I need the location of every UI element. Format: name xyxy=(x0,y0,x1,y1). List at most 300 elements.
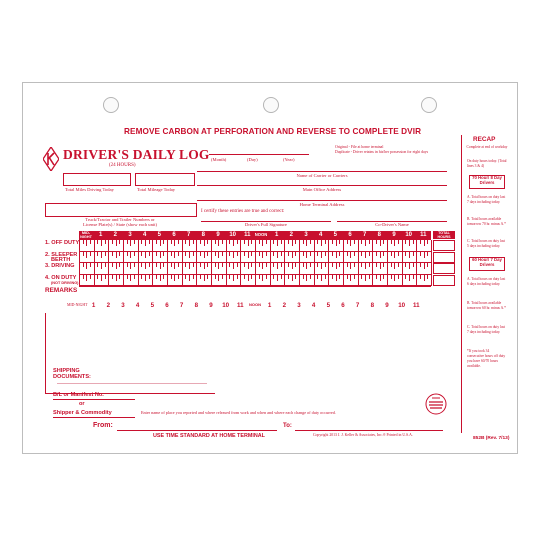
grid-tick xyxy=(325,240,326,244)
log-form-page xyxy=(22,82,518,454)
bl-line[interactable] xyxy=(53,399,135,400)
grid-tick xyxy=(380,275,381,281)
grid-tick xyxy=(116,240,117,246)
grid-tick xyxy=(207,275,208,279)
grid-tick xyxy=(332,252,333,256)
grid-tick xyxy=(156,252,157,256)
grid-tick xyxy=(281,275,282,279)
grid-tick xyxy=(266,275,267,279)
grid-tick xyxy=(105,240,106,244)
recap-divider xyxy=(461,135,462,433)
carrier-label: Name of Carrier or Carriers xyxy=(296,173,348,178)
home-terminal-label: Home Terminal Address xyxy=(299,202,345,207)
grid-tick xyxy=(427,240,428,244)
recap-note: C. Total hours on duty last 5 days including today. xyxy=(467,239,506,248)
grid-tick xyxy=(273,275,274,279)
grid-tick xyxy=(310,263,311,267)
hour-footer xyxy=(79,302,431,310)
grid-tick xyxy=(354,263,355,267)
grid-tick xyxy=(424,263,425,269)
grid-tick xyxy=(178,275,179,279)
grid-tick xyxy=(204,275,205,281)
grid-tick xyxy=(350,275,351,281)
grid-tick xyxy=(391,263,392,267)
grid-tick xyxy=(237,263,238,267)
grid-tick xyxy=(277,275,278,281)
grid-tick xyxy=(222,263,223,267)
grid-tick xyxy=(398,275,399,279)
grid-tick xyxy=(134,275,135,279)
grid-tick xyxy=(398,252,399,256)
recap-panel xyxy=(461,135,511,435)
grid-tick xyxy=(97,252,98,256)
grid-tick xyxy=(193,263,194,267)
hour-label: 8 xyxy=(377,232,381,238)
hour-footer-label: 4 xyxy=(311,302,316,309)
grid-tick xyxy=(303,252,304,256)
grid-tick xyxy=(189,275,190,281)
hour-footer-label: 8 xyxy=(194,302,199,309)
grid-tick xyxy=(365,263,366,269)
company-seal-icon xyxy=(425,393,447,415)
grid-tick xyxy=(281,252,282,256)
grid-tick xyxy=(409,263,410,269)
grid-tick xyxy=(369,263,370,267)
to-label: To: xyxy=(283,423,292,429)
grid-tick xyxy=(218,240,219,246)
grid-tick xyxy=(237,240,238,244)
grid-tick xyxy=(200,275,201,279)
grid-tick xyxy=(218,275,219,281)
grid-tick xyxy=(347,263,348,267)
grid-tick xyxy=(163,240,164,244)
grid-tick xyxy=(376,252,377,256)
grid-tick xyxy=(409,252,410,258)
recap-note: *If you took 34 consecutive hours off duty you have 60/70 hours available. xyxy=(467,349,506,368)
hour-label: 9 xyxy=(392,232,396,238)
hour-label: 5 xyxy=(157,232,161,238)
hour-footer-label: 9 xyxy=(209,302,213,309)
grid-tick xyxy=(160,240,161,246)
truck-label-1: Truck/Tractor and Trailer Numbers or xyxy=(85,217,155,222)
truck-label-2: License Plate(s) / State (show each unit) xyxy=(83,222,157,227)
hour-footer-label: 9 xyxy=(385,302,389,309)
grid-tick xyxy=(409,240,410,246)
grid-tick xyxy=(354,275,355,279)
grid-tick xyxy=(277,252,278,258)
grid-tick xyxy=(391,252,392,256)
hour-footer-label: 4 xyxy=(135,302,140,309)
grid-tick xyxy=(350,263,351,269)
grid-tick xyxy=(207,240,208,244)
hour-label: 6 xyxy=(172,232,176,238)
grid-tick xyxy=(376,275,377,279)
grid-tick xyxy=(127,263,128,267)
grid-tick xyxy=(292,252,293,258)
grid-tick xyxy=(310,252,311,256)
total-hours-header: TOTAL HOURS xyxy=(433,231,455,239)
grid-tick xyxy=(174,240,175,246)
total-hours-cell[interactable] xyxy=(433,252,455,263)
grid-tick xyxy=(288,263,289,267)
hour-footer-label: 7 xyxy=(355,302,360,309)
grid-tick xyxy=(97,275,98,279)
grid-tick xyxy=(134,252,135,256)
hour-label: 1 xyxy=(99,232,103,238)
hour-label: 4 xyxy=(319,232,323,238)
from-label: From: xyxy=(93,422,113,429)
truck-number-box[interactable] xyxy=(45,203,197,217)
month-label: (Month) xyxy=(211,157,227,162)
grid-tick xyxy=(431,263,432,275)
home-terminal-line[interactable] xyxy=(197,200,447,201)
grid-tick xyxy=(339,275,340,279)
grid-tick xyxy=(178,252,179,256)
grid-tick xyxy=(130,275,131,281)
copy-note-original: Original - File at home terminal xyxy=(335,145,384,149)
punch-hole xyxy=(421,97,437,113)
grid-tick xyxy=(303,240,304,244)
grid-tick xyxy=(215,263,216,267)
grid-tick xyxy=(321,240,322,246)
grid-tick xyxy=(145,240,146,246)
grid-tick xyxy=(288,275,289,279)
grid-tick xyxy=(248,240,249,246)
hour-footer-label: 11 xyxy=(413,302,420,309)
grid-tick xyxy=(101,275,102,281)
miles-driving-box[interactable] xyxy=(63,173,131,186)
hour-label: 8 xyxy=(201,232,205,238)
midnight-label: MID-NIGHT xyxy=(80,231,92,239)
grid-tick xyxy=(303,263,304,267)
hour-label: 7 xyxy=(363,232,367,238)
grid-tick xyxy=(116,252,117,258)
grid-tick xyxy=(222,240,223,244)
grid-tick xyxy=(288,252,289,256)
grid-tick xyxy=(383,275,384,279)
grid-tick xyxy=(369,252,370,256)
certify-text: I certify these entries are true and correct: xyxy=(201,209,285,214)
carrier-line[interactable] xyxy=(197,171,447,172)
grid-tick xyxy=(273,263,274,267)
grid-tick xyxy=(215,275,216,279)
grid-tick xyxy=(306,252,307,258)
grid-tick xyxy=(174,263,175,269)
grid-tick xyxy=(233,252,234,258)
miles-driving-label: Total Miles Driving Today xyxy=(65,187,114,192)
noon-label: NOON xyxy=(254,232,268,237)
grid-tick xyxy=(193,252,194,256)
grid-tick xyxy=(310,240,311,244)
grid-tick xyxy=(185,240,186,244)
hour-footer-label: 1 xyxy=(91,302,96,309)
grid-tick xyxy=(306,240,307,246)
grid-tick xyxy=(266,252,267,256)
hour-label: 3 xyxy=(128,232,132,238)
grid-tick xyxy=(306,275,307,281)
grid-tick xyxy=(215,252,216,256)
grid-tick xyxy=(259,240,260,244)
total-mileage-box[interactable] xyxy=(135,173,195,186)
grid-tick xyxy=(317,252,318,256)
grid-tick xyxy=(171,252,172,256)
grid-tick xyxy=(292,240,293,246)
grid-tick xyxy=(156,263,157,267)
grid-tick xyxy=(163,252,164,256)
hour-label: 7 xyxy=(187,232,191,238)
grid-tick xyxy=(383,263,384,267)
grid-tick xyxy=(365,240,366,246)
grid-tick xyxy=(193,275,194,279)
total-hours-cell[interactable] xyxy=(433,263,455,274)
grid-tick xyxy=(141,252,142,256)
duty-row-label: 3. DRIVING xyxy=(45,263,75,269)
grid-tick xyxy=(339,240,340,244)
copy-note-duplicate: Duplicate - Driver retains in his/her possession for eight days xyxy=(335,150,429,154)
grid-tick xyxy=(127,252,128,256)
grid-tick xyxy=(365,275,366,281)
form-number: 852B (Rev. 7/13) xyxy=(473,436,510,441)
grid-tick xyxy=(222,252,223,256)
grid-tick xyxy=(185,252,186,256)
grid-tick xyxy=(233,263,234,269)
grid-tick xyxy=(149,275,150,279)
grid-tick xyxy=(273,252,274,256)
grid-tick xyxy=(130,240,131,246)
hour-label: 2 xyxy=(289,232,293,238)
grid-tick xyxy=(101,252,102,258)
grid-tick xyxy=(156,240,157,244)
hour-footer-label: 5 xyxy=(326,302,331,309)
grid-tick xyxy=(391,275,392,279)
grid-tick xyxy=(244,275,245,279)
keller-logo-icon xyxy=(43,147,59,171)
grid-tick xyxy=(97,263,98,267)
grid-tick xyxy=(354,240,355,244)
grid-tick xyxy=(215,240,216,244)
grid-tick xyxy=(369,275,370,279)
grid-tick xyxy=(112,275,113,279)
grid-tick xyxy=(339,263,340,267)
grid-tick xyxy=(248,252,249,258)
grid-tick xyxy=(207,263,208,267)
carbon-banner: REMOVE CARBON AT PERFORATION AND REVERSE TO COMPLETE DVIR xyxy=(124,127,422,136)
grid-tick xyxy=(347,252,348,256)
grid-tick xyxy=(405,263,406,267)
grid-tick xyxy=(380,252,381,258)
grid-tick xyxy=(380,240,381,246)
shipping-label-2: DOCUMENTS: xyxy=(53,374,91,380)
day-label: (Day) xyxy=(247,157,258,162)
grid-tick xyxy=(394,263,395,269)
grid-tick xyxy=(156,275,157,279)
hour-label: 3 xyxy=(304,232,308,238)
grid-tick xyxy=(383,252,384,256)
hour-footer-label: 6 xyxy=(165,302,169,309)
bl-label: B/L or Manifest No. xyxy=(53,392,104,398)
grid-tick xyxy=(424,252,425,258)
grid-tick xyxy=(380,263,381,269)
signature-label: Driver's Full Signature xyxy=(245,222,287,227)
copyright: Copyright 2013 J. J. Keller & Associates, Inc.® Printed in U.S.A. xyxy=(313,433,413,437)
grid-tick xyxy=(200,240,201,244)
from-line[interactable] xyxy=(117,430,277,431)
duty-row-label: 4. ON DUTY xyxy=(45,274,77,281)
total-hours-cell[interactable] xyxy=(433,240,455,251)
hour-footer-label: 2 xyxy=(282,302,287,309)
divider xyxy=(57,383,207,384)
grid-tick xyxy=(295,252,296,256)
duty-row-label: 2. SLEEPER xyxy=(45,251,78,258)
remarks-label: REMARKS xyxy=(45,287,78,294)
grid-tick xyxy=(277,240,278,246)
grid-tick xyxy=(189,252,190,258)
grid-tick xyxy=(127,240,128,244)
grid-tick xyxy=(174,275,175,281)
grid-tick xyxy=(281,240,282,244)
grid-tick xyxy=(365,252,366,258)
grid-tick xyxy=(431,275,432,287)
grid-tick xyxy=(409,275,410,281)
grid-tick xyxy=(277,263,278,269)
grid-tick xyxy=(413,263,414,267)
enter-note: Enter name of place you reported and where released from work and when and where each change of duty occurred. xyxy=(141,410,336,415)
year-label: (Year) xyxy=(283,157,295,162)
grid-tick xyxy=(325,275,326,279)
grid-tick xyxy=(350,240,351,246)
grid-tick xyxy=(222,275,223,279)
bl-or: or xyxy=(79,401,85,407)
grid-tick xyxy=(317,240,318,244)
grid-tick xyxy=(259,275,260,279)
hour-footer-label: 10 xyxy=(222,302,230,309)
grid-tick xyxy=(321,263,322,269)
grid-tick xyxy=(317,275,318,279)
grid-tick xyxy=(134,240,135,244)
grid-tick xyxy=(149,252,150,256)
grid-tick xyxy=(200,252,201,256)
to-line[interactable] xyxy=(295,430,443,431)
grid-tick xyxy=(86,240,87,246)
total-hours-cell[interactable] xyxy=(433,275,455,286)
grid-tick xyxy=(141,240,142,244)
grid-tick xyxy=(83,275,84,279)
recap-sub: Complete at end of workday xyxy=(466,145,508,149)
recap-note: On duty hours today. (Total lines 3 & 4) xyxy=(467,159,507,168)
grid-tick xyxy=(141,263,142,267)
grid-tick xyxy=(160,275,161,281)
grid-tick xyxy=(248,275,249,281)
grid-tick xyxy=(259,263,260,267)
grid-tick xyxy=(145,252,146,258)
main-office-line[interactable] xyxy=(197,185,447,186)
grid-tick xyxy=(332,275,333,279)
grid-tick xyxy=(431,240,432,252)
grid-tick xyxy=(145,275,146,281)
grid-tick xyxy=(347,240,348,244)
grid-tick xyxy=(336,252,337,258)
grid-tick xyxy=(391,240,392,244)
shipper-label: Shipper & Commodity xyxy=(53,410,112,416)
grid-tick xyxy=(424,275,425,281)
grid-tick xyxy=(193,240,194,244)
grid-tick xyxy=(229,240,230,244)
hour-footer-label: 10 xyxy=(398,302,406,309)
punch-hole xyxy=(263,97,279,113)
shipper-line[interactable] xyxy=(53,417,135,418)
duty-row-label: 1. OFF DUTY xyxy=(45,240,80,246)
grid-tick xyxy=(200,263,201,267)
grid-tick xyxy=(262,240,263,246)
grid-tick xyxy=(101,240,102,246)
grid-tick xyxy=(427,252,428,256)
remarks-border xyxy=(45,313,46,393)
grid-tick xyxy=(405,240,406,244)
grid-tick xyxy=(321,252,322,258)
grid-tick xyxy=(244,240,245,244)
grid-tick xyxy=(361,252,362,256)
grid-tick xyxy=(112,252,113,256)
grid-tick xyxy=(336,263,337,269)
grid-tick xyxy=(233,275,234,281)
grid-tick xyxy=(398,263,399,267)
main-office-label: Main Office Address xyxy=(302,187,342,192)
grid-tick xyxy=(204,263,205,269)
hour-label: 9 xyxy=(216,232,220,238)
grid-tick xyxy=(369,240,370,244)
grid-tick xyxy=(218,252,219,258)
grid-tick xyxy=(394,275,395,281)
grid-tick xyxy=(295,275,296,279)
total-mileage-label: Total Mileage Today xyxy=(137,187,176,192)
grid-tick xyxy=(394,252,395,258)
grid-tick xyxy=(354,252,355,256)
grid-tick xyxy=(376,240,377,244)
remarks-ticks xyxy=(79,286,431,301)
duty-row-sublabel: BERTH xyxy=(51,256,71,263)
grid-tick xyxy=(424,240,425,246)
grid-tick xyxy=(266,240,267,244)
grid-tick xyxy=(189,240,190,246)
grid-tick xyxy=(233,240,234,246)
time-standard-note: USE TIME STANDARD AT HOME TERMINAL xyxy=(153,433,265,439)
grid-tick xyxy=(376,263,377,267)
grid-tick xyxy=(273,240,274,244)
date-line[interactable] xyxy=(209,154,309,155)
grid-tick xyxy=(178,263,179,267)
hour-label: 11 xyxy=(420,232,427,238)
grid-tick xyxy=(427,263,428,267)
grid-tick xyxy=(229,252,230,256)
grid-tick xyxy=(101,263,102,269)
grid-tick xyxy=(332,263,333,267)
hour-footer-label: 5 xyxy=(150,302,155,309)
grid-tick xyxy=(420,240,421,244)
grid-tick xyxy=(171,275,172,279)
codriver-label: Co-Driver's Name xyxy=(375,222,409,227)
grid-tick xyxy=(361,275,362,279)
grid-tick xyxy=(321,275,322,281)
grid-tick xyxy=(229,263,230,267)
recap-60hr-badge: 60 Hour/ 7 Day Drivers xyxy=(469,257,505,271)
grid-tick xyxy=(160,252,161,258)
recap-note: B. Total hours available tomorrow 70 hr. minus A.* xyxy=(467,217,506,226)
grid-tick xyxy=(127,275,128,279)
hour-footer-label: 6 xyxy=(341,302,345,309)
hour-label: 10 xyxy=(229,232,237,238)
grid-tick xyxy=(251,263,252,267)
grid-tick xyxy=(86,263,87,269)
